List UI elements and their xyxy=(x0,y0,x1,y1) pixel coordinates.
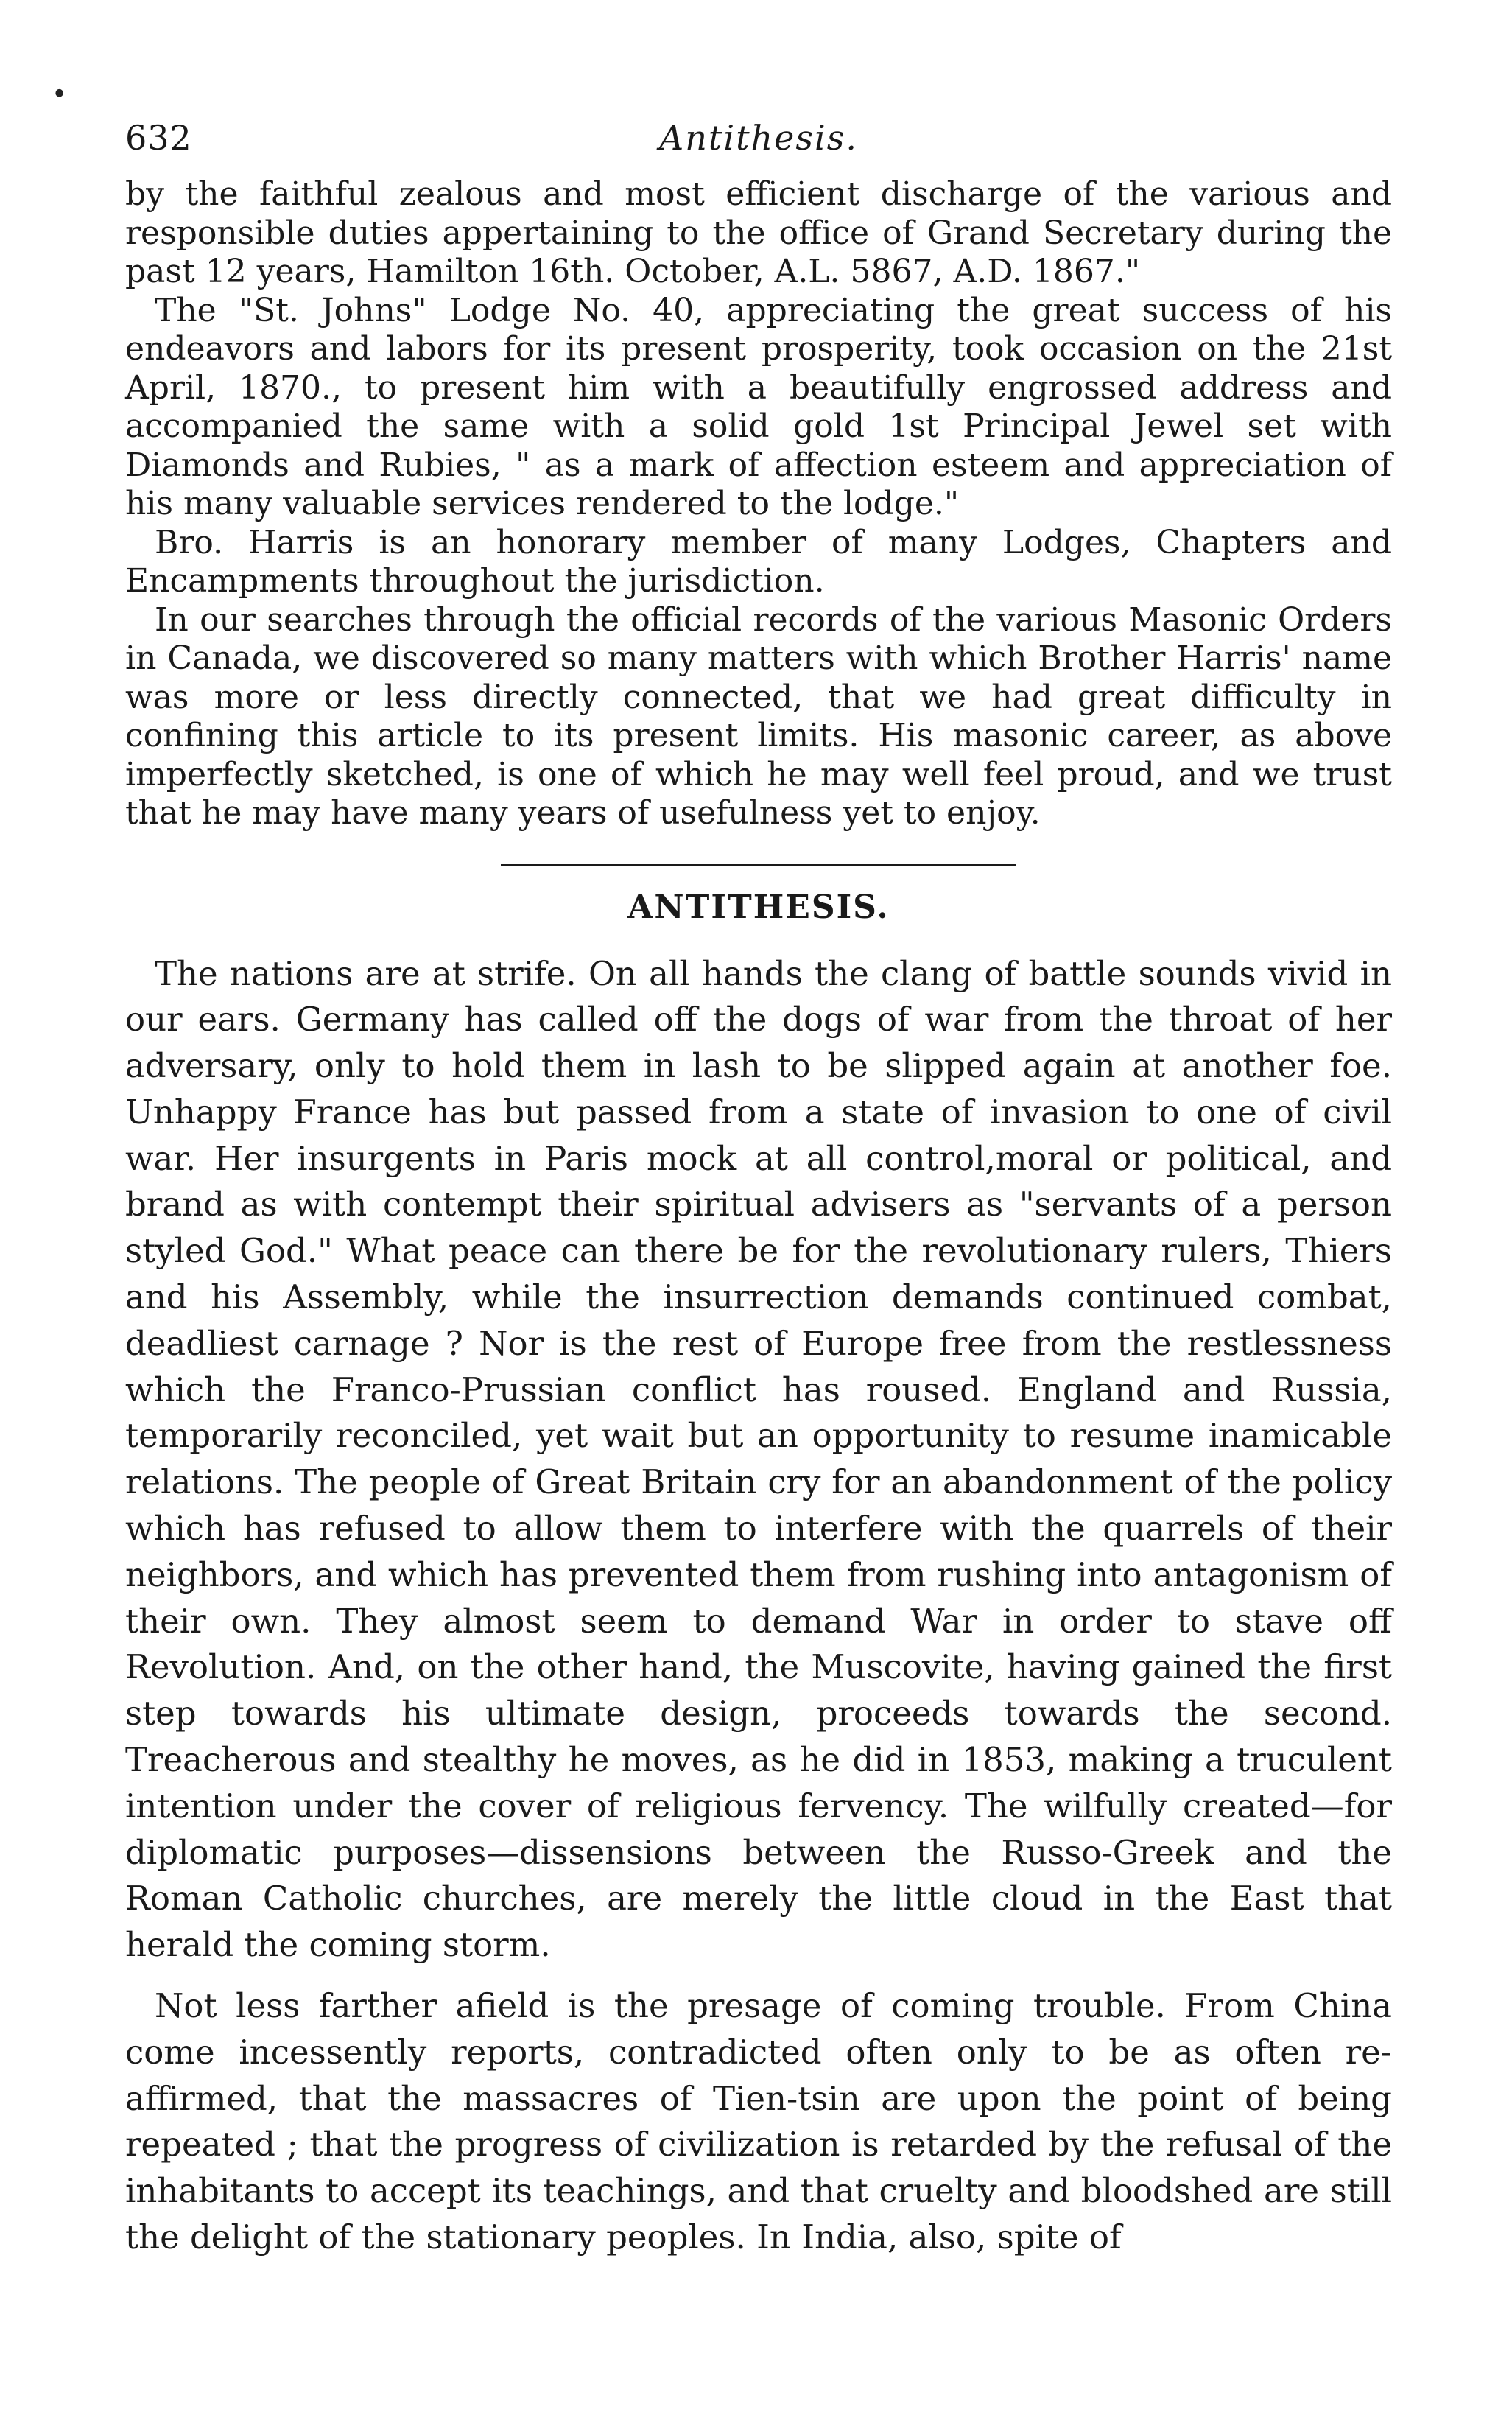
page-header xyxy=(125,118,1392,169)
body-paragraph: Bro. Harris is an honorary member of many Lodges, Chapters and Encampments throughout the jurisdiction. xyxy=(125,523,1392,600)
body-paragraph: The "St. Johns" Lodge No. 40, appreciating the great success of his endeavors and labors for its present prosperity, took occasion on the 21st April, 1870., to present him with a beautifully engrossed address and accompanied the same with a solid gold 1st Principal Jewel set with Diamonds and Rubies, " as a mark of affection esteem and appreciation of his many valuable services rendered to the lodge." xyxy=(125,291,1392,522)
previous-article-ending xyxy=(125,175,1392,833)
body-paragraph: Not less farther afield is the presage of coming trouble. From China come incessently reports, contradicted often only to be as often re-affirmed, that the massacres of Tien-tsin are upon the point of being repeated ; that the progress of civilization is retarded by the refusal of the inhabitants to accept its teachings, and that cruelty and bloodshed are still the delight of the stationary peoples. In India, also, spite of xyxy=(125,1986,1392,2257)
antithesis-article xyxy=(125,888,1392,2261)
document-page xyxy=(125,118,1392,2261)
section-divider xyxy=(501,864,1016,866)
body-paragraph: In our searches through the official records of the various Masonic Orders in Canada, we discovered so many matters with which Brother Harris' name was more or less directly connected, that we had great difficulty in confining this article to its present limits. His masonic career, as above imperfectly sketched, is one of which he may well feel proud, and we trust that he may have many years of usefulness yet to enjoy. xyxy=(125,600,1392,832)
section-title: ANTITHESIS. xyxy=(627,888,890,926)
page-number: 632 xyxy=(125,118,192,158)
body-paragraph: The nations are at strife. On all hands the clang of battle sounds vivid in our ears. Germany has called off the dogs of war from the throat of her adversary, only to hold them in lash to be slipped again at another foe. Unhappy France has but passed from a state of invasion to one of civil war. Her insurgents in Paris mock at all control,moral or political, and brand as with contempt their spiritual advisers as "servants of a person styled God." What peace can there be for the revolutionary rulers, Thiers and his Assembly, while the insurrection demands continued combat, deadliest carnage ? Nor is the rest of Europe free from the restlessness which the Franco-Prussian conflict has roused. England and Russia, temporarily reconciled, yet wait but an opportunity to resume inamicable relations. The people of Great Britain cry for an abandonment of the policy which has refused to allow them to interfere with the quarrels of their neighbors, and which has prevented them from rushing into antagonism of their own. They almost seem to demand War in order to stave off Revolution. And, on the other hand, the Muscovite, having gained the first step towards his ultimate design, proceeds towards the second. Treacherous and stealthy he moves, as he did in 1853, making a truculent intention under the cover of religious fervency. The wilfully created—for diplomatic purposes—dissensions between the Russo-Greek and the Roman Catholic churches, are merely the little cloud in the East that herald the coming storm. xyxy=(125,953,1392,1965)
running-title: Antithesis. xyxy=(659,118,858,158)
margin-mark: • xyxy=(52,80,68,110)
body-paragraph: by the faithful zealous and most efficient discharge of the various and responsible duties appertaining to the office of Grand Secretary during the past 12 years, Hamilton 16th. October, A.L. 5867, A.D. 1867." xyxy=(125,175,1392,290)
